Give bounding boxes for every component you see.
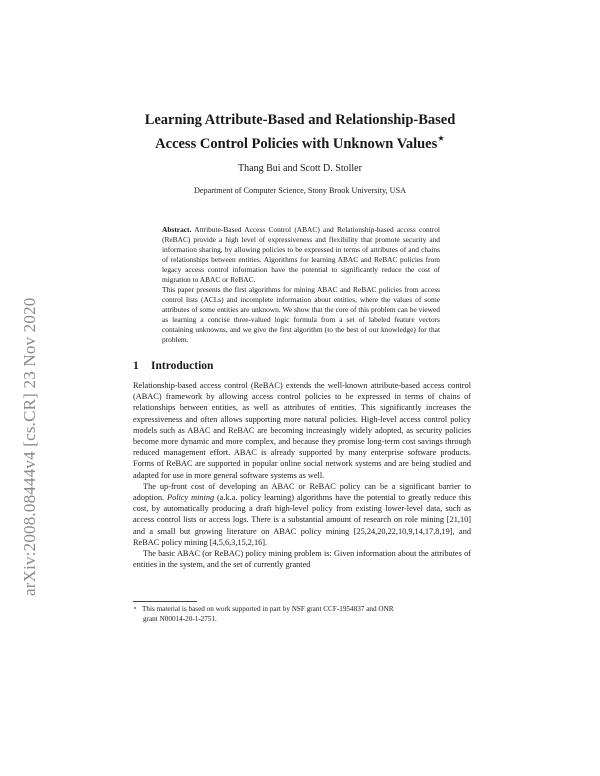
footnote-divider xyxy=(133,601,197,602)
footnote-text-1: This material is based on work supported in part by NSF grant CCF-1954837 and ONR xyxy=(142,605,394,613)
intro-paragraph-2 xyxy=(133,481,471,548)
section-title: Introduction xyxy=(151,360,214,372)
author-affiliation: Department of Computer Science, Stony Brook University, USA xyxy=(193,186,407,195)
intro-p2-end: (a.k.a. policy learning) algorithms have the potential to greatly reduce this cost, by automatically producing a draft high-level policy from existing lower-level data, such as access control lists or access logs. There is a substantial amount of research on role mining [21,10] and a small but growing literature on ABAC policy mining [25,24,20,22,10,9,14,17,8,19], and ReBAC policy mining [4,5,6,3,15,2,16]. xyxy=(133,493,471,547)
intro-paragraph-1: Relationship-based access control (ReBAC) extends the well-known attribute-based access control (ABAC) framework by allowing access control policies to be expressed in terms of chains of relationships between entities, as well as attributes of entities. This significantly increases the expressiveness and often allows supporting more natural policies. High-level access control policy models such as ABAC and ReBAC are becoming increasingly widely adopted, as security policies become more dynamic and more complex, and because they promise long-term cost savings through reduced management effort. ABAC is already supported by many enterprise software products. Forms of ReBAC are supported in popular online social network systems and are being studied and adapted for use in more general software systems as well. xyxy=(133,381,471,480)
abstract-paragraph-2: This paper presents the first algorithms for mining ABAC and ReBAC policies from access control lists (ACLs) and incomplete information about entities, where the values of some attributes of some entities are unknown. We show that the core of this problem can be viewed as learning a concise three-valued logic formula from a set of labeled feature vectors containing unknowns, and we give the first algorithm (to the best of our knowledge) for that problem. xyxy=(162,285,440,344)
footnote-mark: ⋆ xyxy=(133,605,138,612)
abstract-paragraph-1 xyxy=(162,225,440,285)
intro-p2-start: The up-front cost of developing an ABAC or ReBAC policy can be a significant barrier to adoption. xyxy=(133,481,471,503)
intro-paragraph-3: The basic ABAC (or ReBAC) policy mining problem is: Given information about the attributes of entities in the system, and the set of currently granted xyxy=(133,549,471,570)
footnote xyxy=(133,604,471,624)
footnote-line-1 xyxy=(133,604,471,614)
title-footnote-mark: ⋆ xyxy=(437,131,445,145)
section-number: 1 xyxy=(133,360,139,372)
author-list: Thang Bui and Scott D. Stoller xyxy=(238,163,362,174)
footnote-line-2: grant N00014-20-1-2751. xyxy=(143,615,217,623)
paper-title xyxy=(130,111,470,153)
abstract xyxy=(162,225,440,345)
policy-mining-term: Policy mining xyxy=(167,493,215,503)
arxiv-identifier-stamp: arXiv:2008.08444v4 [cs.CR] 23 Nov 2020 xyxy=(20,297,39,596)
section-heading xyxy=(133,360,473,372)
title-line-2: Access Control Policies with Unknown Values xyxy=(155,135,438,152)
abstract-label: Abstract. xyxy=(162,225,192,234)
title-line-1: Learning Attribute-Based and Relationship-Based xyxy=(144,112,456,128)
abstract-text-1: Attribute-Based Access Control (ABAC) and Relationship-based access control (ReBAC) provide a high level of expressiveness and flexibility that promote security and information sharing, by allowing policies to be expressed in terms of attributes of and chains of relationships between entities. Algorithms for learning ABAC and ReBAC policies from legacy access control information have the potential to significantly reduce the cost of migration to ABAC or ReBAC. xyxy=(162,225,440,284)
introduction-body xyxy=(133,380,471,570)
